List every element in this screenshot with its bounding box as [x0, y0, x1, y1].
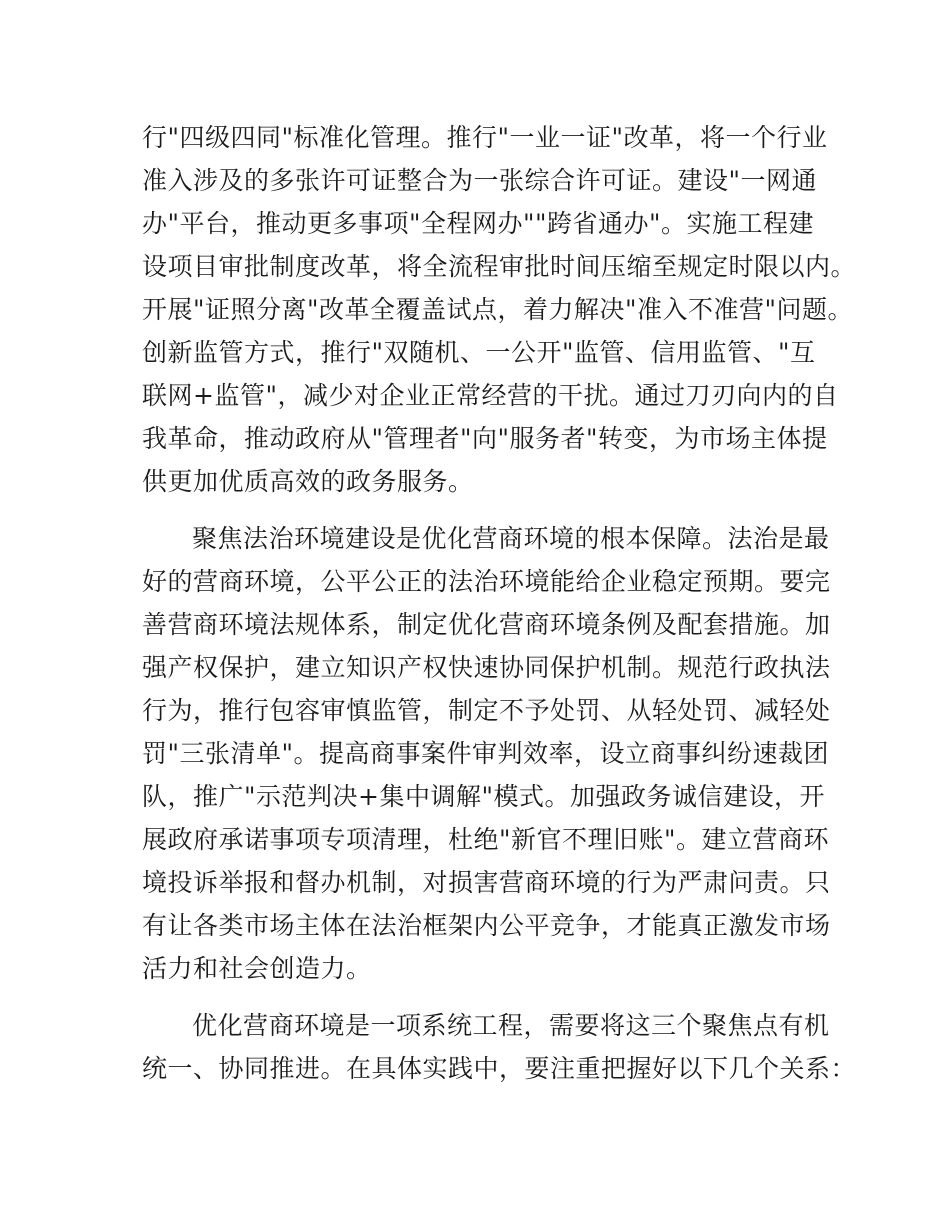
- text-line: 开展"证照分离"改革全覆盖试点，着力解决"准入不准营"问题。: [142, 295, 853, 324]
- text-line: 活力和社会创造力。: [142, 954, 372, 983]
- paragraph-3: [142, 1004, 857, 1090]
- text-line: 我革命，推动政府从"管理者"向"服务者"转变，为市场主体提: [142, 424, 828, 453]
- text-line: 展政府承诺事项专项清理，杜绝"新官不理旧账"。建立营商环: [142, 825, 830, 854]
- text-line: 设项目审批制度改革，将全流程审批时间压缩至规定时限以内。: [142, 252, 857, 281]
- text-line: 创新监管方式，推行"双随机、一公开"监管、信用监管、"互: [142, 338, 816, 367]
- text-line: 好的营商环境，公平公正的法治环境能给企业稳定预期。要完: [142, 567, 831, 596]
- text-line: 行为，推行包容审慎监管，制定不予处罚、从轻处罚、减轻处: [142, 696, 831, 725]
- text-line: 统一、协同推进。在具体实践中，要注重把握好以下几个关系：: [142, 1054, 857, 1083]
- text-line: 罚"三张清单"。提高商事案件审判效率，设立商事纠纷速裁团: [142, 739, 830, 768]
- text-line: 办"平台，推动更多事项"全程网办""跨省通办"。实施工程建: [142, 209, 814, 238]
- paragraph-spacer: [142, 990, 832, 1004]
- text-line: 准入涉及的多张许可证整合为一张综合许可证。建设"一网通: [142, 166, 818, 195]
- paragraph-2: [142, 517, 832, 990]
- text-line: 境投诉举报和督办机制，对损害营商环境的行为严肃问责。只: [142, 868, 831, 897]
- text-line: 队，推广"示范判决+集中调解"模式。加强政务诚信建设，开: [142, 782, 825, 811]
- text-line: 优化营商环境是一项系统工程，需要将这三个聚焦点有机: [192, 1011, 830, 1040]
- text-line: 善营商环境法规体系，制定优化营商环境条例及配套措施。加: [142, 610, 831, 639]
- paragraph-1: [142, 116, 857, 503]
- paragraph-spacer: [142, 503, 832, 517]
- text-line: 强产权保护，建立知识产权快速协同保护机制。规范行政执法: [142, 653, 831, 682]
- text-line: 联网+监管"，减少对企业正常经营的干扰。通过刀刃向内的自: [142, 381, 839, 410]
- document-body: [142, 116, 857, 1090]
- text-line: 有让各类市场主体在法治框架内公平竞争，才能真正激发市场: [142, 911, 831, 940]
- text-line: 供更加优质高效的政务服务。: [142, 467, 474, 496]
- text-line: 行"四级四同"标准化管理。推行"一业一证"改革，将一个行业: [142, 123, 828, 152]
- text-line: 聚焦法治环境建设是优化营商环境的根本保障。法治是最: [192, 524, 830, 553]
